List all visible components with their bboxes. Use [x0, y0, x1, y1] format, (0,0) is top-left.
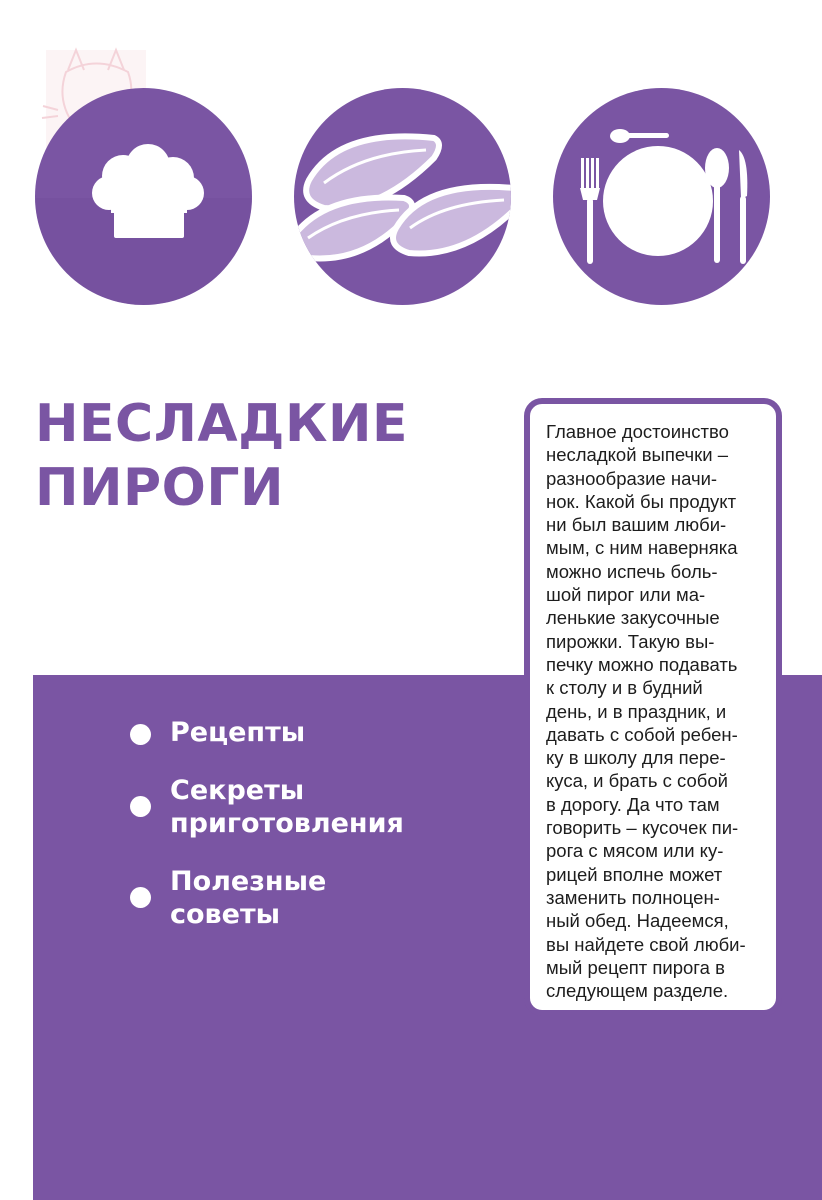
plate-cutlery-icon — [553, 88, 770, 305]
description-line: рицей вполне может — [546, 863, 723, 885]
description-line: давать с собой ребен- — [546, 723, 738, 745]
description-line: пирожки. Такую вы- — [546, 630, 715, 652]
feature-label: советы — [170, 899, 281, 930]
bullet-dot — [130, 887, 151, 908]
feature-label: Секреты — [170, 775, 305, 806]
description-line: ку в школу для пере- — [546, 747, 726, 769]
description-line: заменить полноцен- — [546, 886, 720, 908]
description-box — [524, 398, 782, 1016]
feature-label: приготовления — [170, 808, 404, 839]
description-line: ный обед. Надеемся, — [546, 910, 729, 932]
description-line: разнообразие начи- — [546, 467, 718, 489]
description-line: куса, и брать с собой — [546, 770, 729, 792]
feature-item-secrets — [130, 774, 404, 840]
feature-label: Полезные — [170, 866, 327, 897]
description-line: печку можно подавать — [546, 653, 738, 675]
description-line: следующем разделе. — [546, 980, 729, 1002]
page-title-line-1: НЕСЛАДКИЕ — [35, 394, 408, 454]
pies-circle — [294, 88, 511, 305]
description-line: мый рецепт пирога в — [546, 956, 725, 978]
description-line: рога с мясом или ку- — [546, 840, 724, 862]
feature-item-recipes — [130, 716, 404, 749]
description-line: говорить – кусочек пи- — [546, 817, 739, 839]
pies-icon — [294, 88, 511, 305]
page-title — [35, 392, 408, 520]
description-line: ленькие закусочные — [546, 607, 720, 629]
feature-label: Рецепты — [170, 717, 306, 748]
bullet-dot — [130, 724, 151, 745]
description-line: можно испечь боль- — [546, 560, 718, 582]
description-line: в дорогу. Да что там — [546, 793, 720, 815]
description-line: нок. Какой бы продукт — [546, 490, 737, 512]
feature-item-tips — [130, 865, 404, 931]
bullet-dot — [130, 796, 151, 817]
description-line: ни был вашим люби- — [546, 514, 727, 536]
description-line: несладкой выпечки – — [546, 444, 729, 466]
description-line: шой пирог или ма- — [546, 584, 706, 606]
plate-circle — [553, 88, 770, 305]
description-line: вы найдете свой люби- — [546, 933, 746, 955]
description-line: мым, с ним наверняка — [546, 537, 738, 559]
description-line: Главное достоинство — [546, 421, 729, 442]
chef-hat-circle — [35, 88, 252, 305]
description-line: день, и в праздник, и — [546, 700, 727, 722]
page-title-line-2: ПИРОГИ — [35, 458, 285, 518]
feature-list — [130, 716, 404, 956]
chef-hat-icon — [35, 88, 252, 305]
description-line: к столу и в будний — [546, 677, 703, 699]
